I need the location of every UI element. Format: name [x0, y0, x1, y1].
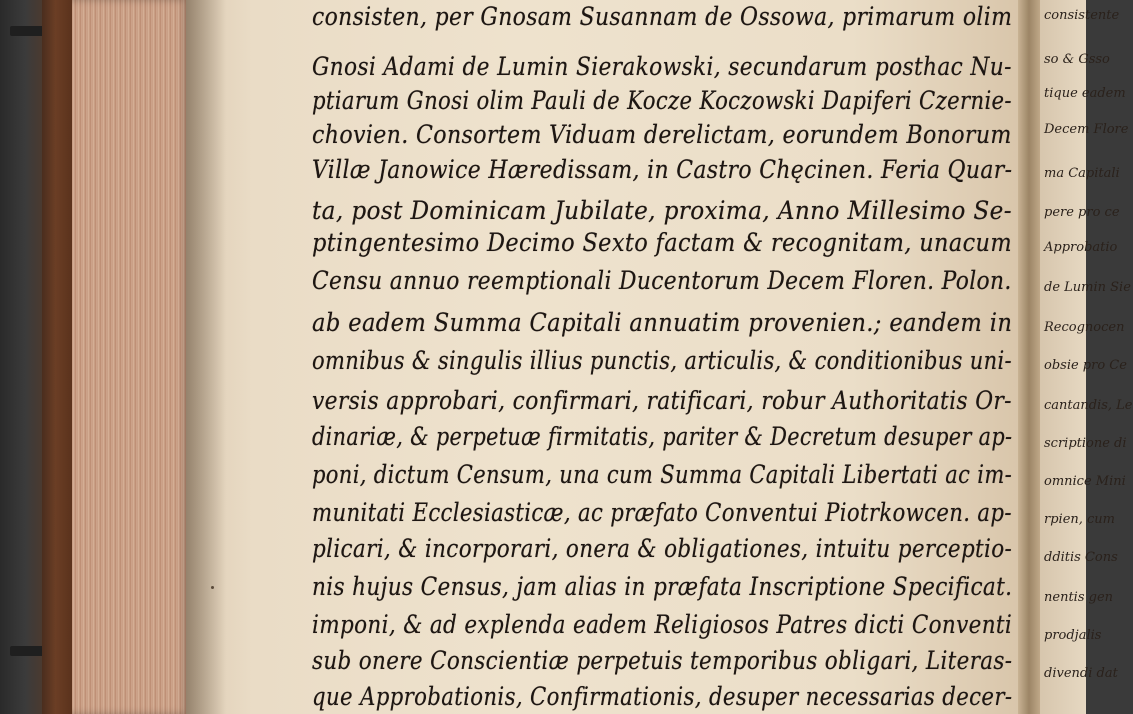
facing-page-text: Approbatio	[1044, 240, 1118, 255]
facing-page-text: Decem Flore	[1044, 122, 1129, 137]
facing-page-text: dditis Cons	[1044, 550, 1118, 565]
facing-page-text: ma Capitali	[1044, 166, 1120, 181]
text-line: munitati Ecclesiasticæ, ac præfato Conventui Piotrkowcen. ap-	[312, 498, 1012, 528]
facing-page-text: cantandis, Le	[1044, 398, 1133, 413]
text-line: chovien. Consortem Viduam derelictam, eorundem Bonorum	[312, 120, 1012, 150]
facing-page-text: so & Gsso	[1044, 52, 1110, 67]
text-line: ptiarum Gnosi olim Pauli de Kocze Koczowski Dapiferi Czernie-	[312, 86, 1012, 116]
text-line: Villæ Janowice Hæredissam, in Castro Chęcinen. Feria Quar-	[312, 155, 1013, 185]
text-line: imponi, & ad explenda eadem Religiosos Patres dicti Conventi	[312, 610, 1013, 640]
text-line: ab eadem Summa Capitali annuatim provenien.; eandem in	[312, 308, 1013, 338]
page-curl-shadow	[186, 0, 226, 714]
text-line: ta, post Dominicam Jubilate, proxima, Anno Millesimo Se-	[312, 196, 1012, 226]
facing-page-text: rpien, cum	[1044, 512, 1116, 527]
text-line: Censu annuo reemptionali Ducentorum Decem Floren. Polon.	[312, 266, 1012, 296]
book-cover-edge	[42, 0, 72, 714]
text-line: que Approbationis, Confirmationis, desuper necessarias decer-	[312, 682, 1013, 712]
facing-page-text: nentis gen	[1044, 590, 1114, 605]
page-edges	[72, 0, 190, 714]
text-line: ptingentesimo Decimo Sexto factam & recognitam, unacum	[312, 228, 1012, 258]
manuscript-text	[306, 0, 1018, 714]
text-line: Gnosi Adami de Lumin Sierakowski, secundarum posthac Nu-	[312, 52, 1012, 82]
facing-page-text: pere pro ce	[1044, 205, 1120, 220]
text-line: plicari, & incorporari, onera & obligationes, intuitu perceptio-	[312, 534, 1013, 564]
facing-page-text: tique eadem	[1044, 86, 1126, 101]
text-line: poni, dictum Censum, una cum Summa Capitali Libertati ac im-	[312, 460, 1013, 490]
ink-spot	[211, 586, 214, 589]
facing-page-text: Recognocen	[1044, 320, 1125, 335]
facing-page-text: prodjalis	[1044, 628, 1102, 643]
text-line: sub onere Conscientiæ perpetuis temporibus obligari, Literas-	[312, 646, 1013, 676]
facing-page-text: obsie pro Ce	[1044, 358, 1127, 373]
facing-page-text: scriptione di	[1044, 436, 1127, 451]
text-line: omnibus & singulis illius punctis, articulis, & conditionibus uni-	[312, 346, 1012, 376]
book-binding	[0, 0, 42, 714]
facing-page-text: de Lumin Sie	[1044, 280, 1131, 295]
facing-page-text: consistente	[1044, 8, 1120, 23]
text-line: dinariæ, & perpetuæ firmitatis, pariter & Decretum desuper ap-	[312, 422, 1013, 452]
book-gutter	[1018, 0, 1040, 714]
facing-page-text: divendi dat	[1044, 666, 1118, 681]
text-line: nis hujus Census, jam alias in præfata Inscriptione Specificat.	[312, 572, 1013, 602]
facing-page-text: omnice Mini	[1044, 474, 1126, 489]
text-line: consisten, per Gnosam Susannam de Ossowa, primarum olim	[312, 2, 1013, 32]
text-line: versis approbari, confirmari, ratificari, robur Authoritatis Or-	[312, 386, 1012, 416]
